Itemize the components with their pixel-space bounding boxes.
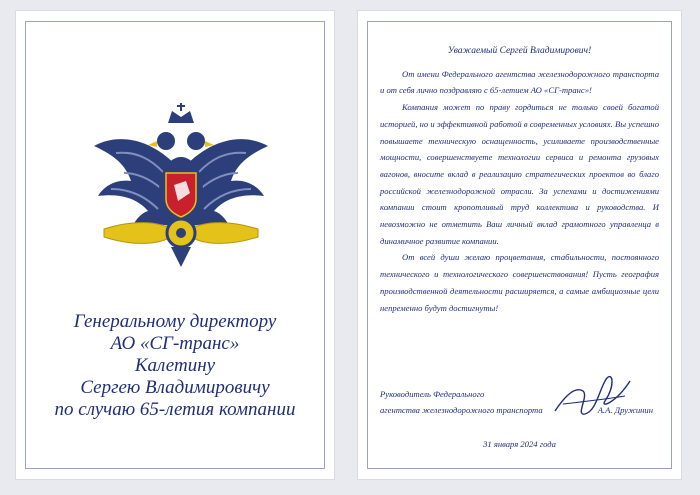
letter-body (380, 43, 659, 316)
dedication-line: по случаю 65-летия компании (54, 399, 296, 420)
signatory-title-line: Руководитель Федерального (380, 389, 485, 399)
double-headed-eagle-emblem-icon (86, 101, 276, 271)
letter-paragraph: Компания может по праву гордиться не только своей богатой историей, но и эффективной работой в современных условиях. Вы успешно повышаете техническую оснащенность, усиливаете производственные мощности, совершенствуете технологии сервиса и ремонта грузовых вагонов, вносите вклад в реализацию стратегических проектов во благо российской железнодорожной отрасли. За успехами и достижениями компании стоит кропотливый труд коллектива и руководства. И невозможно не отметить Ваш личный вклад грамотного управленца в динамичное развитие компании. (380, 102, 659, 246)
dedication-line: Сергею Владимировичу (80, 377, 270, 398)
dedication-line: Генеральному директору (73, 311, 277, 332)
signatory-name: А.А. Дружинин (597, 405, 653, 415)
dedication-text (46, 311, 304, 421)
signature-block (380, 386, 659, 418)
dedication-line: АО «СГ-транс» (110, 333, 240, 354)
dedication-line: Калетину (134, 355, 216, 376)
letter-paragraph: От всей души желаю процветания, стабильности, постоянного технического и технологического совершенствования! Пусть география производственной деятельности расширяется, а самые амбициозные цели непременно будут достигнуты! (380, 252, 659, 313)
salutation: Уважаемый Сергей Владимирович! (447, 46, 592, 56)
letter-paragraph: От имени Федерального агентства железнодорожного транспорта и от себя лично поздравляю с 65-летием АО «СГ-транс»! (380, 68, 659, 96)
right-page (357, 10, 682, 480)
signatory-title-line: агентства железнодорожного транспорта (380, 405, 543, 415)
letter-date: 31 января 2024 года (483, 439, 556, 449)
left-page (15, 10, 335, 480)
